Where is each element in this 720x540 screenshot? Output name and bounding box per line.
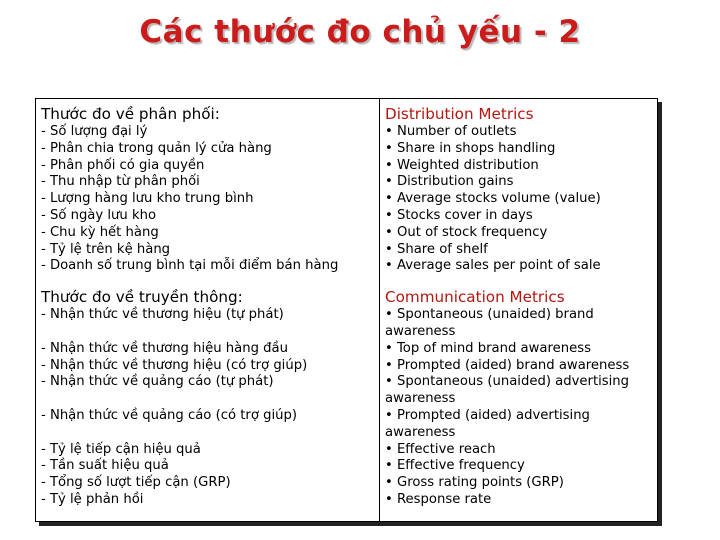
list-item: • Weighted distribution (385, 157, 539, 173)
list-item: • Number of outlets (385, 124, 517, 139)
list-item: • Effective reach (385, 441, 496, 457)
list-item: • Share in shops handling (385, 140, 556, 156)
list-item: • Average sales per point of sale (385, 258, 601, 274)
list-item: • Out of stock frequency (385, 224, 548, 240)
list-item: • Spontaneous (unaided) advertising awareness (385, 374, 630, 407)
english-column (385, 104, 657, 509)
list-item: - Nhận thức về thương hiệu hàng đầu (41, 340, 288, 356)
vietnamese-column (41, 104, 376, 509)
list-item: • Response rate (385, 491, 492, 507)
list-item: • Prompted (aided) advertising awareness (385, 407, 590, 440)
list-item: • Stocks cover in days (385, 207, 533, 223)
list-item: - Tỷ lệ phản hồi (41, 491, 144, 507)
list-item: - Nhận thức về quảng cáo (có trợ giúp) (41, 407, 297, 423)
distribution-list-vi (41, 124, 376, 275)
metrics-table (35, 98, 658, 522)
distribution-heading-vi: Thước đo về phân phối: (41, 105, 220, 123)
distribution-list-en (385, 124, 657, 275)
list-item: - Thu nhập từ phân phối (41, 174, 200, 190)
spacer (41, 324, 376, 341)
list-item: - Nhận thức về quảng cáo (tự phát) (41, 374, 274, 390)
list-item: • Prompted (aided) brand awareness (385, 357, 630, 373)
list-item: - Nhận thức về thương hiệu (có trợ giúp) (41, 357, 308, 373)
communication-list-en (385, 307, 657, 509)
list-item: - Lượng hàng lưu kho trung bình (41, 191, 254, 207)
distribution-heading-en: Distribution Metrics (385, 105, 534, 123)
communication-heading-en: Communication Metrics (385, 288, 565, 307)
list-item: - Phân chia trong quản lý cửa hàng (41, 140, 272, 156)
list-item: • Gross rating points (GRP) (385, 475, 564, 491)
list-item: - Tổng số lượt tiếp cận (GRP) (41, 475, 231, 491)
list-item: - Phân phối có gia quyền (41, 157, 205, 173)
communication-heading-vi: Thước đo về truyền thông: (41, 288, 243, 307)
list-item: • Spontaneous (unaided) brand awareness (385, 307, 594, 339)
page-title: Các thước đo chủ yếu - 2 (139, 14, 581, 50)
list-item: - Nhận thức về thương hiệu (tự phát) (41, 307, 284, 323)
list-item: - Doanh số trung bình tại mỗi điểm bán hàng (41, 258, 339, 274)
spacer (41, 391, 376, 408)
list-item: - Số lượng đại lý (41, 124, 148, 139)
list-item: • Distribution gains (385, 174, 514, 190)
spacer (41, 425, 376, 442)
list-item: • Top of mind brand awareness (385, 340, 591, 356)
list-item: - Tỷ lệ tiếp cận hiệu quả (41, 441, 201, 457)
column-divider (379, 99, 380, 521)
list-item: - Tỷ lệ trên kệ hàng (41, 241, 171, 257)
list-item: - Số ngày lưu kho (41, 207, 157, 223)
list-item: • Average stocks volume (value) (385, 191, 601, 207)
list-item: - Tần suất hiệu quả (41, 458, 169, 474)
list-item: • Effective frequency (385, 458, 525, 474)
list-item: • Share of shelf (385, 241, 488, 257)
communication-list-vi (41, 307, 376, 509)
list-item: - Chu kỳ hết hàng (41, 224, 159, 240)
